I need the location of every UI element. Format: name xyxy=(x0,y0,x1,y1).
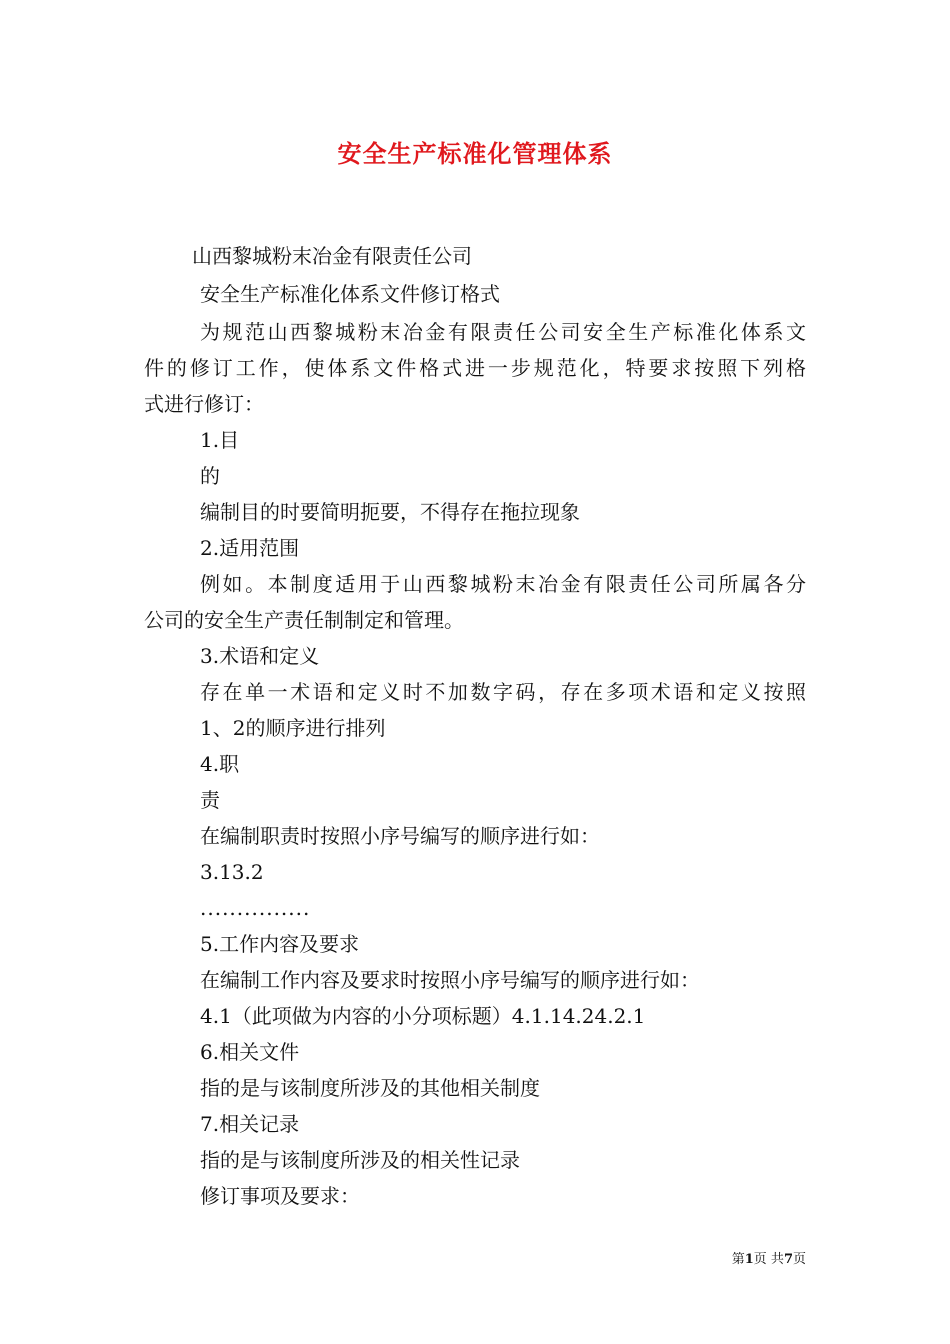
section-heading: 5.工作内容及要求 xyxy=(200,932,360,956)
paragraph-line: 修订事项及要求： xyxy=(200,1184,360,1208)
paragraph-line: 例如。本制度适用于山西黎城粉末冶金有限责任公司所属各分 xyxy=(200,572,806,596)
document-title: 安全生产标准化管理体系 xyxy=(337,139,613,168)
section-heading: 3.术语和定义 xyxy=(200,644,320,668)
company-name: 山西黎城粉末冶金有限责任公司 xyxy=(192,244,472,268)
paragraph-line: 1、2的顺序进行排列 xyxy=(200,716,386,740)
numbering-example: 4.1（此项做为内容的小分项标题）4.1.14.24.2.1 xyxy=(200,1004,646,1028)
section-heading: 7.相关记录 xyxy=(200,1112,300,1136)
footer-middle: 页 共 xyxy=(753,1252,784,1267)
paragraph-line: 指的是与该制度所涉及的其他相关制度 xyxy=(200,1076,540,1100)
paragraph-line: 存在单一术语和定义时不加数字码，存在多项术语和定义按照 xyxy=(200,680,806,704)
paragraph-line: 在编制工作内容及要求时按照小序号编写的顺序进行如： xyxy=(200,968,700,992)
current-page-number: 1 xyxy=(744,1252,754,1267)
paragraph-line: 公司的安全生产责任制制定和管理。 xyxy=(144,608,464,632)
paragraph-line: 式进行修订： xyxy=(144,392,264,416)
paragraph-line: 件的修订工作，使体系文件格式进一步规范化，特要求按照下列格 xyxy=(144,356,806,380)
paragraph-line: 编制目的时要简明扼要，不得存在拖拉现象 xyxy=(200,500,580,524)
section-heading: 6.相关文件 xyxy=(200,1040,300,1064)
paragraph-line: 为规范山西黎城粉末冶金有限责任公司安全生产标准化体系文 xyxy=(200,320,806,344)
paragraph-line: 指的是与该制度所涉及的相关性记录 xyxy=(200,1148,520,1172)
footer-suffix: 页 xyxy=(792,1252,806,1267)
section-heading: 2.适用范围 xyxy=(200,536,300,560)
total-pages-number: 7 xyxy=(783,1252,793,1267)
footer-prefix: 第 xyxy=(731,1252,745,1267)
ellipsis-line: ............... xyxy=(200,896,311,920)
section-heading: 1.目 xyxy=(200,428,240,452)
numbering-example: 3.13.2 xyxy=(200,860,264,884)
page-number-footer xyxy=(732,1248,806,1267)
section-heading: 责 xyxy=(200,788,220,812)
paragraph-line: 在编制职责时按照小序号编写的顺序进行如： xyxy=(200,824,600,848)
section-heading: 4.职 xyxy=(200,752,240,776)
section-heading: 的 xyxy=(200,464,220,488)
document-subtitle: 安全生产标准化体系文件修订格式 xyxy=(200,282,500,306)
